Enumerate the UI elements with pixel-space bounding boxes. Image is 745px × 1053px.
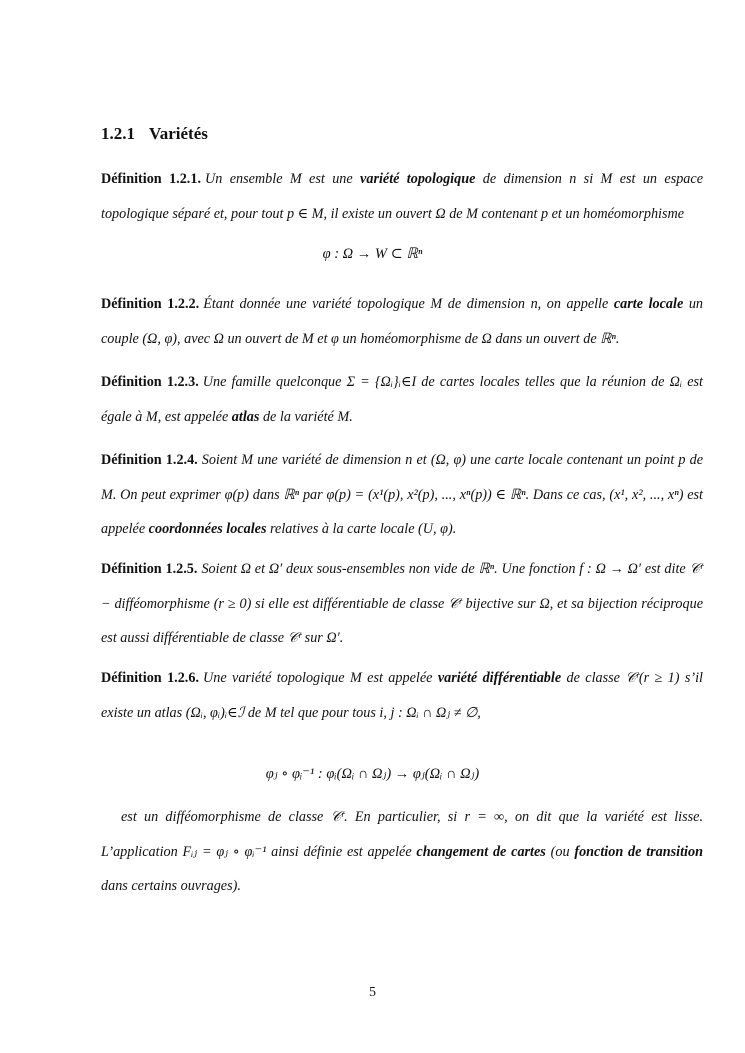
page-number: 5: [369, 985, 376, 1000]
definition-1-2-6-continued: [101, 800, 703, 904]
definition-1-2-2: [101, 287, 703, 356]
section-heading: [101, 124, 208, 144]
definition-text: Soient Ω et Ω′ deux sous-ensembles non vide de ℝⁿ. Une fonction f : Ω → Ω′ est dite 𝒞ʳ − difféomorphisme (r ≥ 0) si elle est différentiable de classe 𝒞ʳ bijective sur Ω, et sa bijection réciproque est aussi différentiable de classe 𝒞ʳ sur Ω′.: [101, 561, 703, 646]
defined-term: variété différentiable: [437, 670, 562, 686]
display-equation-1: φ : Ω → W ⊂ ℝⁿ: [322, 246, 423, 262]
definition-text: Une variété topologique M est appelée: [203, 670, 438, 686]
defined-term: coordonnées locales: [148, 521, 267, 537]
definition-label: Définition 1.2.1.: [101, 171, 201, 187]
defined-term: variété topologique: [360, 171, 476, 187]
definition-text: un couple (Ω, φ), avec Ω un ouvert de M et φ un homéomorphisme de Ω dans un ouvert de ℝⁿ.: [101, 296, 703, 347]
section-title: Variétés: [149, 124, 208, 143]
definition-text: Étant donnée une variété topologique M de dimension n, on appelle: [203, 296, 614, 312]
defined-term: carte locale: [613, 296, 684, 312]
definition-text: de classe 𝒞ʳ(r ≥ 1) s’il existe un atlas (Ωᵢ, φᵢ)ᵢ∈ℐ de M tel que pour tous i, j : Ωᵢ ∩ Ωⱼ ≠ ∅,: [101, 670, 703, 721]
definition-text: Soient M une variété de dimension n et (Ω, φ) une carte locale contenant un point p de M. On peut exprimer φ(p) dans ℝⁿ par φ(p) = (x¹(p), x²(p), ..., xⁿ(p)) ∈ ℝⁿ. Dans ce cas, (x¹, x², ..., xⁿ) est appelée: [101, 452, 703, 537]
definition-1-2-3: [101, 365, 703, 434]
definition-text: dans certains ouvrages).: [101, 878, 241, 894]
display-equation-2: φⱼ ∘ φᵢ⁻¹ : φᵢ(Ωᵢ ∩ Ωⱼ) → φⱼ(Ωᵢ ∩ Ωⱼ): [265, 766, 480, 782]
definition-label: Définition 1.2.5.: [101, 561, 198, 577]
definition-text: de dimension n si M est un espace topologique séparé et, pour tout p ∈ M, il existe un ouvert Ω de M contenant p et un homéomorphisme: [101, 171, 703, 222]
definition-text: Une famille quelconque Σ = {Ωᵢ}ᵢ∈I de cartes locales telles que la réunion de Ωᵢ est égale à M, est appelée: [101, 374, 703, 425]
definition-1-2-6: [101, 661, 703, 730]
definition-text: (ou: [545, 843, 575, 860]
definition-label: Définition 1.2.6.: [101, 670, 199, 686]
definition-1-2-4: [101, 443, 703, 547]
defined-term: fonction de transition: [574, 843, 703, 860]
section-number: 1.2.1: [101, 124, 135, 143]
definition-text: est un difféomorphisme de classe 𝒞ʳ. En particulier, si r = ∞, on dit que la variété est lisse. L’application Fᵢⱼ = φⱼ ∘ φᵢ⁻¹ ainsi définie est appelée: [101, 809, 703, 860]
definition-text: de la variété M.: [259, 408, 353, 425]
definition-1-2-5: [101, 552, 703, 656]
definition-text: relatives à la carte locale (U, φ).: [266, 521, 457, 537]
definition-1-2-1: [101, 162, 703, 231]
definition-text: Un ensemble M est une: [205, 171, 361, 187]
definition-label: Définition 1.2.3.: [101, 374, 199, 390]
defined-term: changement de cartes: [416, 843, 546, 860]
definition-label: Définition 1.2.2.: [101, 296, 200, 312]
definition-label: Définition 1.2.4.: [101, 452, 198, 468]
defined-term: atlas: [231, 408, 260, 425]
